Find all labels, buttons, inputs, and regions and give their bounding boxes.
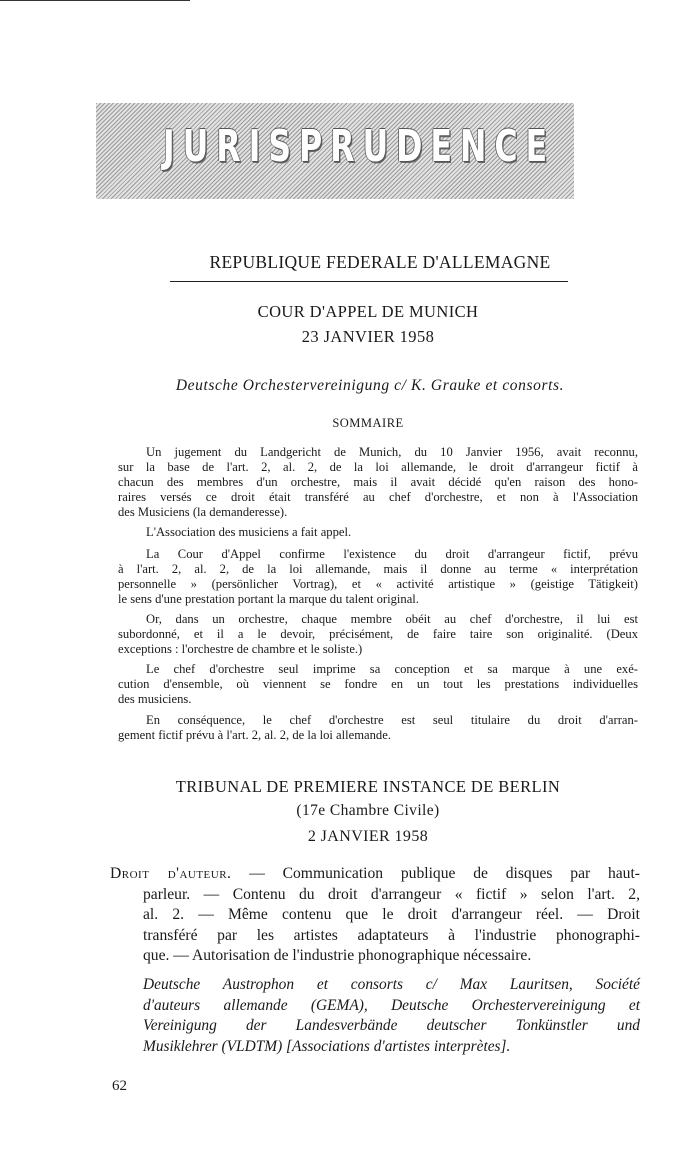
text-line: chacun des membres d'un orchestre, mais il avait décidé qu'en raison des hono- [118, 475, 638, 489]
tribunal-date: 2 JANVIER 1958 [307, 828, 429, 845]
text-line: Or, dans un orchestre, chaque membre obéit au chef d'orchestre, il lui est [146, 612, 638, 626]
text-line: La Cour d'Appel confirme l'existence du droit d'arrangeur fictif, prévu [146, 547, 638, 561]
text-line: exceptions : l'orchestre de chambre et le soliste.) [118, 642, 363, 656]
text-line: gement fictif prévu à l'art. 2, al. 2, de la loi allemande. [118, 728, 391, 742]
text-line: Un jugement du Landgericht de Munich, du 10 Janvier 1956, avait reconnu, [146, 445, 638, 459]
court-heading: COUR D'APPEL DE MUNICH [257, 302, 479, 321]
jurisprudence-banner [96, 103, 574, 199]
text-line: subordonné, et il a le devoir, précisément, de faire taire son originalité. (Deux [118, 627, 638, 641]
summary-heading: SOMMAIRE [332, 416, 404, 430]
subject-line: transféré par les artistes adaptateurs à l'industrie phonographi- [143, 926, 640, 944]
subject-label: Droit d'auteur. [110, 865, 232, 882]
text-line: sur la base de l'art. 2, al. 2, de la loi allemande, le droit d'arrangeur fictif à [118, 460, 638, 474]
text-line: En conséquence, le chef d'orchestre est seul titulaire du droit d'arran- [146, 713, 638, 727]
banner-title: JURISPRUDENCE [162, 121, 556, 172]
summary-paragraph-2 [118, 525, 638, 540]
chamber-heading: (17e Chambre Civile) [296, 802, 440, 819]
tribunal-parties [143, 975, 640, 1057]
text-line: cution d'ensemble, où viennent se fondre en un tout les prestations individuelles [118, 677, 638, 691]
country-heading: REPUBLIQUE FEDERALE D'ALLEMAGNE [209, 252, 551, 272]
text-line: L'Association des musiciens a fait appel. [146, 525, 352, 539]
text-line: à l'art. 2, al. 2, de la loi allemande, mais il donne au terme « interprétation [118, 562, 638, 576]
summary-paragraph-3 [118, 547, 638, 607]
text-line: des Musiciens (la demanderesse). [118, 505, 288, 519]
top-rule [0, 0, 190, 1]
subject-line: al. 2. — Même contenu que le droit d'arrangeur réel. — Droit [143, 906, 640, 923]
tribunal-heading: TRIBUNAL DE PREMIERE INSTANCE DE BERLIN [175, 777, 561, 796]
text-line: personnelle » (persönlicher Vortrag), et « activité artistique » (geistige Tätigkeit) [118, 577, 638, 591]
text-line: Le chef d'orchestre seul imprime sa conception et sa marque à une exé- [146, 662, 638, 676]
subject-line: parleur. — Contenu du droit d'arrangeur « fictif » selon l'art. 2, [143, 885, 640, 903]
case-parties: Deutsche Orchestervereinigung c/ K. Grauke et consorts. [175, 377, 565, 394]
summary-paragraph-5 [118, 662, 638, 707]
page-number: 62 [112, 1078, 127, 1094]
parties-line: Musiklehrer (VLDTM) [Associations d'artistes interprètes]. [143, 1037, 511, 1055]
parties-line: d'auteurs allemande (GEMA), Deutsche Orchestervereinigung et [143, 996, 640, 1014]
summary-paragraph-4 [118, 612, 638, 657]
subject-block [110, 864, 640, 967]
summary-paragraph-1 [118, 445, 638, 520]
heading-underline [170, 281, 568, 282]
subject-text: — Communication publique de disques par haut- [231, 865, 640, 882]
parties-line: Deutsche Austrophon et consorts c/ Max Lauritsen, Société [143, 976, 640, 993]
court-date: 23 JANVIER 1958 [301, 327, 435, 346]
text-line: raires versés ce droit était transféré au chef d'orchestre, et non à l'Association [118, 490, 638, 504]
summary-paragraph-6 [118, 713, 638, 743]
parties-line: Vereinigung der Landesverbände deutscher Tonkünstler und [143, 1017, 640, 1034]
subject-line: que. — Autorisation de l'industrie phonographique nécessaire. [143, 947, 532, 964]
text-line: des musiciens. [118, 692, 192, 706]
text-line: le sens d'une prestation portant la marque du talent original. [118, 592, 419, 606]
subject-line [110, 864, 640, 885]
